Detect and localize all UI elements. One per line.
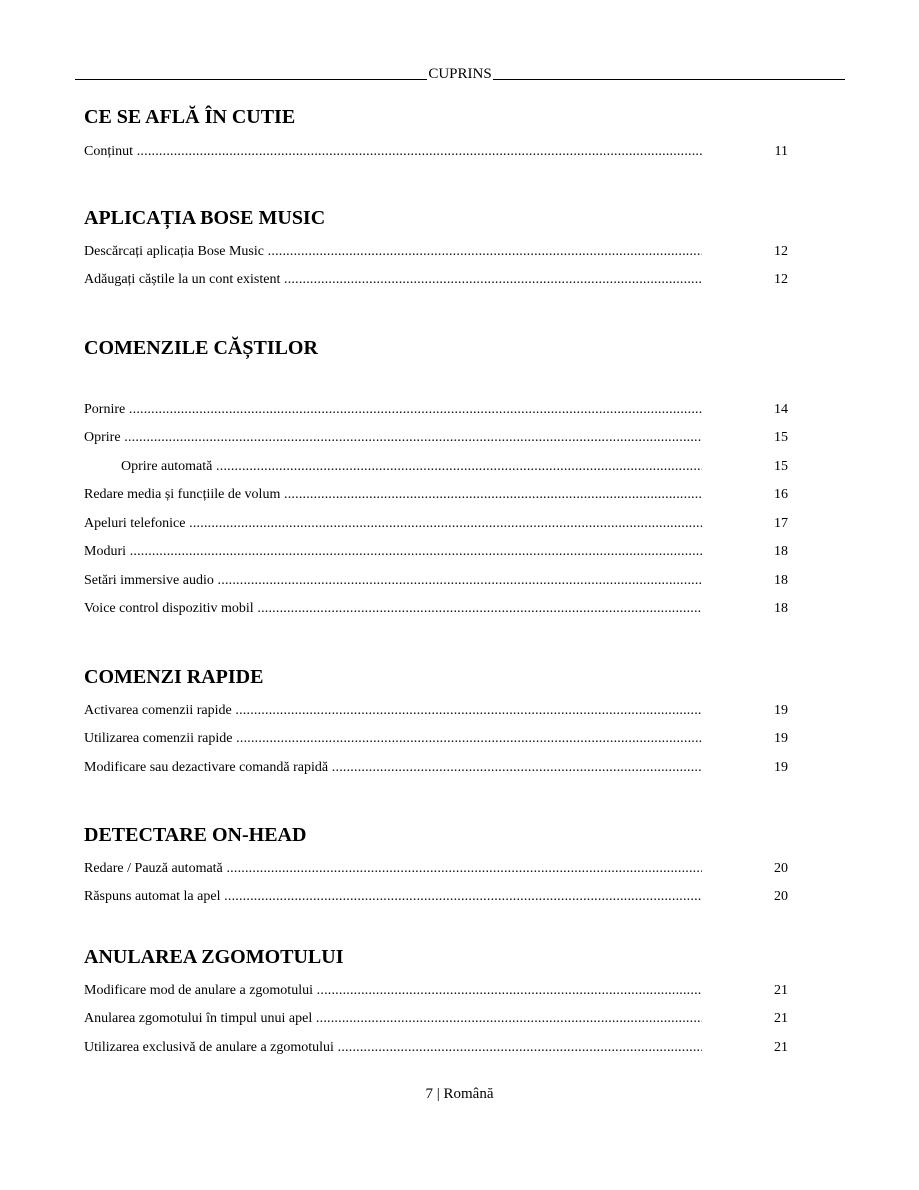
toc-entry[interactable] [84, 486, 788, 504]
toc-entry-page: 18 [774, 544, 788, 559]
toc-entry-page: 18 [774, 573, 788, 588]
toc-entry-page: 21 [774, 1011, 788, 1026]
toc-entry[interactable] [84, 600, 788, 618]
toc-entry-label: Anularea zgomotului în timpul unui apel ..... [84, 1010, 702, 1028]
header-title: CUPRINS [428, 66, 492, 82]
toc-entry-label: Modificare sau dezactivare comandă rapidă ..... [84, 759, 702, 777]
toc-entry[interactable] [84, 702, 788, 720]
toc-entry-page: 15 [774, 430, 788, 445]
section-title-comenzi-rapide: COMENZI RAPIDE [84, 666, 264, 688]
toc-entry[interactable] [84, 730, 788, 748]
toc-entry-page: 14 [774, 402, 788, 417]
toc-entry-page: 12 [774, 244, 788, 259]
toc-entry-label: Oprire automată ..... [121, 458, 702, 476]
toc-entry-label: Setări immersive audio ..... [84, 572, 702, 590]
toc-entry[interactable] [84, 515, 788, 533]
footer-separator: | [436, 1086, 440, 1102]
section-title-detectare-on-head: DETECTARE ON-HEAD [84, 824, 307, 846]
toc-entry-page: 12 [774, 272, 788, 287]
toc-entry-label: Pornire ..... [84, 401, 702, 419]
section-title-anularea-zgomotului: ANULAREA ZGOMOTULUI [84, 946, 344, 968]
toc-entry[interactable] [84, 860, 788, 878]
toc-entry-page: 21 [774, 1040, 788, 1055]
toc-entry-page: 19 [774, 703, 788, 718]
toc-entry-label: Redare media și funcțiile de volum ..... [84, 486, 702, 504]
toc-entry-page: 19 [774, 760, 788, 775]
toc-entry-page: 20 [774, 889, 788, 904]
toc-entry-label: Utilizarea comenzii rapide ..... [84, 730, 702, 748]
toc-entry-label: Apeluri telefonice ..... [84, 515, 702, 533]
toc-entry-page: 21 [774, 983, 788, 998]
footer-language: Română [443, 1086, 494, 1102]
toc-entry[interactable] [84, 271, 788, 289]
toc-entry-page: 11 [774, 144, 788, 159]
toc-entry-label: Adăugați căștile la un cont existent ..... [84, 271, 702, 289]
toc-entry[interactable] [84, 429, 788, 447]
section-title-comenzile-castilor: COMENZILE CĂȘTILOR [84, 337, 318, 359]
section-title-aplicatia: APLICAȚIA BOSE MUSIC [84, 207, 326, 229]
toc-entry-label: Răspuns automat la apel ..... [84, 888, 702, 906]
footer-page-number: 7 [425, 1086, 433, 1102]
section-title-ce-se-afla: CE SE AFLĂ ÎN CUTIE [84, 106, 296, 128]
toc-entry-label: Modificare mod de anulare a zgomotului ..... [84, 982, 702, 1000]
toc-entry[interactable] [84, 1039, 788, 1057]
toc-entry-label: Utilizarea exclusivă de anulare a zgomotului ..... [84, 1039, 702, 1057]
toc-subentry[interactable] [84, 458, 788, 476]
toc-entry-label: Activarea comenzii rapide ..... [84, 702, 702, 720]
toc-entry-page: 17 [774, 516, 788, 531]
toc-entry[interactable] [84, 759, 788, 777]
toc-entry-label: Moduri ..... [84, 543, 702, 561]
toc-entry-label: Descărcați aplicația Bose Music ..... [84, 243, 702, 261]
toc-entry-label: Oprire ..... [84, 429, 702, 447]
toc-entry-page: 15 [774, 459, 788, 474]
toc-entry[interactable] [84, 1010, 788, 1028]
header-rule-left [75, 79, 427, 80]
toc-entry-label: Conținut ..... [84, 143, 702, 161]
toc-entry-label: Voice control dispozitiv mobil ..... [84, 600, 702, 618]
header-rule-right [493, 79, 845, 80]
toc-entry[interactable] [84, 888, 788, 906]
toc-entry[interactable] [84, 982, 788, 1000]
toc-entry-page: 19 [774, 731, 788, 746]
page-footer [0, 1085, 919, 1103]
page-header [75, 66, 845, 83]
toc-entry-page: 20 [774, 861, 788, 876]
toc-entry-page: 16 [774, 487, 788, 502]
toc-entry[interactable] [84, 543, 788, 561]
toc-entry-page: 18 [774, 601, 788, 616]
toc-entry-label: Redare / Pauză automată ..... [84, 860, 702, 878]
toc-entry[interactable] [84, 401, 788, 419]
toc-entry[interactable] [84, 243, 788, 261]
toc-entry[interactable] [84, 143, 788, 161]
toc-entry[interactable] [84, 572, 788, 590]
